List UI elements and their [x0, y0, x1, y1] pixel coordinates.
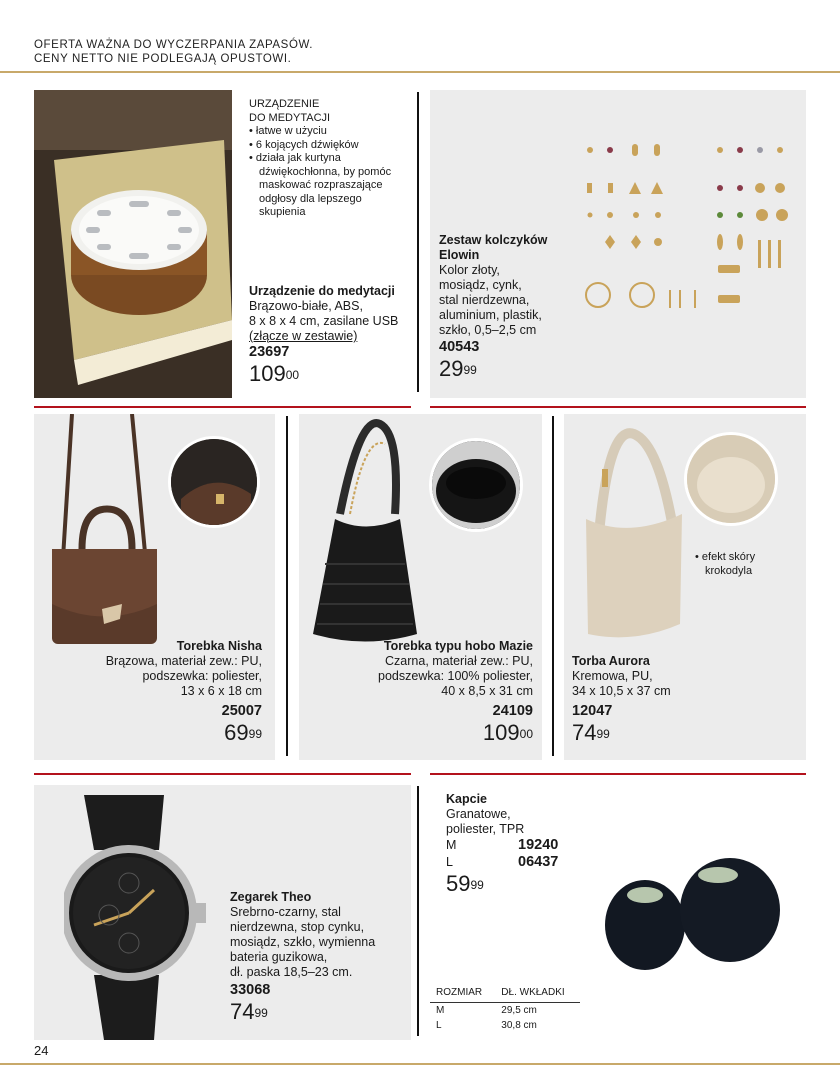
aurora-feature-item: • efekt skóry: [695, 551, 756, 563]
product-desc: 8 x 8 x 4 cm, zasilane USB: [249, 314, 399, 328]
product-desc: 40 x 8,5 x 31 cm: [441, 684, 533, 698]
meditation-features: [249, 98, 409, 220]
product-code: 25007: [221, 703, 262, 719]
earrings-info: [439, 233, 569, 382]
aurora-panel: [564, 414, 806, 760]
size-table-header: DŁ. WKŁADKI: [495, 983, 580, 1003]
theo-watch-image: [64, 795, 214, 1040]
meditation-feature-heading: URZĄDZENIE: [249, 98, 320, 110]
section-divider: [34, 773, 411, 775]
table-row: [430, 1003, 580, 1019]
size-cell: L: [436, 1020, 442, 1031]
product-desc: Kremowa, PU,: [572, 669, 653, 683]
price-cents: 99: [463, 363, 477, 377]
column-divider: [417, 786, 419, 1036]
product-desc: mosiądz, cynk,: [439, 278, 522, 292]
product-name: Kapcie: [446, 792, 487, 806]
table-row: [430, 1018, 580, 1033]
product-desc: Brązowa, materiał zew.: PU,: [105, 654, 262, 668]
price-main: 29: [439, 356, 464, 381]
size-table: [430, 983, 580, 1033]
meditation-feature-item: • 6 kojących dźwięków: [249, 138, 359, 151]
price-cents: 99: [248, 727, 262, 741]
nisha-info: [74, 639, 262, 746]
nisha-bag-image: [42, 414, 172, 654]
product-desc: Brązowo-białe, ABS,: [249, 299, 363, 313]
size-label: M: [446, 838, 457, 852]
price-main: 109: [249, 361, 286, 386]
aurora-feature: [695, 551, 795, 578]
column-divider: [417, 92, 419, 392]
product-code: 24109: [492, 703, 533, 719]
product-desc: Srebrno-czarny, stal: [230, 905, 341, 919]
header-divider: [0, 71, 840, 73]
product-desc: bateria guzikowa,: [230, 950, 328, 964]
earrings-panel: [430, 90, 806, 398]
meditation-feature-heading-2: DO MEDYTACJI: [249, 111, 331, 124]
column-divider: [286, 416, 288, 756]
product-desc: (złącze w zestawie): [249, 329, 358, 343]
product-name: Torebka Nisha: [176, 639, 262, 653]
product-desc: podszewka: poliester,: [142, 669, 262, 683]
product-desc: Czarna, materiał zew.: PU,: [385, 654, 533, 668]
offer-notice-line-1: OFERTA WAŻNA DO WYCZERPANIA ZAPASÓW.: [34, 39, 314, 51]
product-name: Zegarek Theo: [230, 890, 312, 904]
theo-panel: [34, 785, 411, 1040]
product-price: [446, 871, 586, 897]
product-price: [439, 356, 569, 382]
section-divider: [430, 773, 806, 775]
product-desc: aluminium, plastik,: [439, 308, 542, 322]
price-cents: 99: [596, 727, 610, 741]
section-divider: [34, 406, 411, 408]
footer-divider: [0, 1063, 840, 1065]
product-name-2: Elowin: [439, 248, 480, 262]
aurora-bag-image: [574, 424, 694, 654]
product-desc: poliester, TPR: [446, 822, 525, 836]
page-number: 24: [34, 1043, 49, 1058]
mazie-bag-image: [305, 414, 425, 654]
mazie-panel: [299, 414, 542, 760]
product-desc: Granatowe,: [446, 807, 511, 821]
product-desc: Kolor złoty,: [439, 263, 500, 277]
product-desc: 13 x 6 x 18 cm: [180, 684, 262, 698]
nisha-panel: [34, 414, 275, 760]
mazie-detail-image: [429, 438, 523, 532]
price-main: 109: [482, 720, 520, 745]
product-name: Torba Aurora: [572, 654, 650, 668]
price-main: 74: [572, 720, 597, 745]
price-main: 74: [230, 999, 255, 1024]
insole-cell: 29,5 cm: [501, 1005, 537, 1016]
price-cents: 00: [519, 727, 533, 741]
price-main: 59: [446, 871, 471, 896]
insole-cell: 30,8 cm: [501, 1020, 537, 1031]
product-price: [74, 720, 262, 746]
nisha-detail-image: [168, 436, 260, 528]
slippers-image: [600, 855, 810, 970]
product-name: Zestaw kolczyków: [439, 233, 548, 247]
aurora-feature-item-2: krokodyla: [705, 564, 753, 577]
column-divider: [552, 416, 554, 756]
price-main: 69: [224, 720, 249, 745]
product-code: 12047: [572, 703, 613, 719]
product-desc: mosiądz, szkło, wymienna: [230, 935, 376, 949]
product-desc: szkło, 0,5–2,5 cm: [439, 323, 537, 337]
price-cents: 99: [254, 1006, 268, 1020]
offer-notice: [34, 38, 313, 66]
offer-notice-line-2: CENY NETTO NIE PODLEGAJĄ OPUSTOWI.: [34, 53, 292, 65]
product-desc: dł. paska 18,5–23 cm.: [230, 965, 353, 979]
section-divider: [430, 406, 806, 408]
product-price: [230, 999, 405, 1025]
product-price: [299, 720, 533, 746]
mazie-info: [299, 639, 533, 746]
product-code: 33068: [230, 982, 271, 998]
product-desc: 34 x 10,5 x 37 cm: [572, 684, 671, 698]
earrings-image: [570, 130, 800, 380]
product-price: [572, 720, 752, 746]
size-table-header: ROZMIAR: [430, 983, 495, 1003]
meditation-device-image: [34, 90, 232, 398]
meditation-info: [249, 284, 414, 387]
aurora-detail-image: [684, 432, 778, 526]
product-name: Torebka typu hobo Mazie: [383, 639, 533, 653]
slippers-size-codes: [446, 837, 586, 871]
product-desc: stal nierdzewna,: [439, 293, 530, 307]
meditation-feature-item: • działa jak kurtyna dźwiękochłonna, by pomóc maskować rozpraszające odgłosy dla lepszego skupienia: [249, 152, 392, 218]
product-code: 06437: [518, 854, 559, 870]
slippers-info: [446, 792, 586, 897]
meditation-feature-item: • łatwe w użyciu: [249, 125, 327, 137]
aurora-info: [572, 654, 752, 746]
theo-info: [230, 890, 405, 1025]
size-cell: M: [436, 1005, 445, 1016]
product-name: Urządzenie do medytacji: [249, 284, 395, 298]
product-desc: nierdzewna, stop cynku,: [230, 920, 365, 934]
product-price: [249, 361, 414, 387]
size-label: L: [446, 855, 453, 869]
product-desc: podszewka: 100% poliester,: [378, 669, 533, 683]
product-code: 23697: [249, 344, 290, 360]
price-cents: 00: [285, 368, 300, 382]
product-code: 19240: [518, 837, 559, 853]
price-cents: 99: [470, 878, 484, 892]
product-code: 40543: [439, 339, 480, 355]
